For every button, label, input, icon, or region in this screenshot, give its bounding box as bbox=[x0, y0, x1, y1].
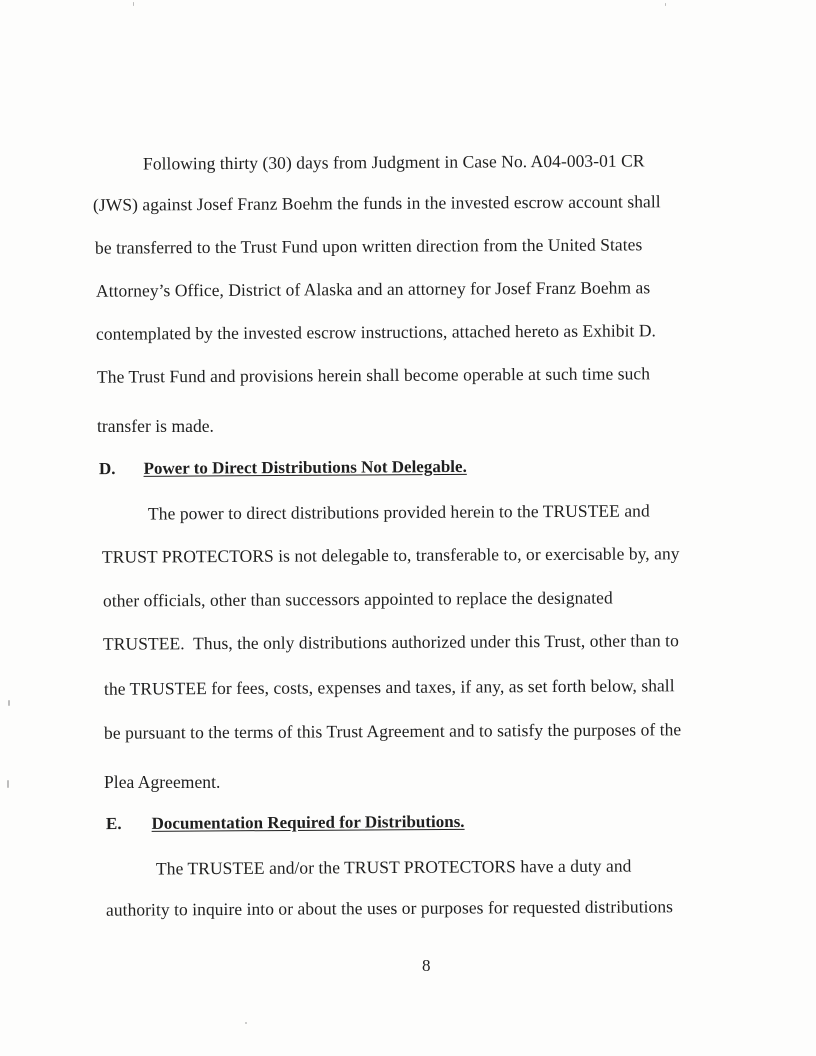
body-text-line: Following thirty (30) days from Judgment in Case No. A04-003-01 CR bbox=[142, 150, 645, 174]
body-text-line: TRUST PROTECTORS is not delegable to, transferable to, or exercisable by, any bbox=[101, 543, 680, 567]
body-text-line: TRUSTEE. Thus, the only distributions authorized under this Trust, other than to bbox=[102, 630, 679, 654]
scan-speck bbox=[245, 1022, 247, 1024]
body-text-line: contemplated by the invested escrow instructions, attached hereto as Exhibit D. bbox=[95, 320, 656, 344]
section-title: Documentation Required for Distributions. bbox=[151, 811, 465, 833]
body-text-line: be transferred to the Trust Fund upon written direction from the United States bbox=[94, 234, 643, 258]
section-letter: D. bbox=[98, 459, 116, 479]
section-heading-d bbox=[99, 457, 467, 479]
section-letter: E. bbox=[105, 814, 122, 834]
scan-speck bbox=[665, 3, 666, 6]
page-number: 8 bbox=[422, 956, 431, 975]
section-title: Power to Direct Distributions Not Delegable. bbox=[143, 456, 467, 478]
scan-speck bbox=[7, 780, 9, 788]
body-text-line: be pursuant to the terms of this Trust Agreement and to satisfy the purposes of the bbox=[103, 719, 682, 743]
body-text-line: other officials, other than successors appointed to replace the designated bbox=[102, 587, 613, 611]
body-text-line: Attorney’s Office, District of Alaska and an attorney for Josef Franz Boehm as bbox=[95, 277, 651, 301]
scan-speck bbox=[133, 2, 134, 6]
scan-speck bbox=[8, 700, 10, 706]
body-text-line: The power to direct distributions provided herein to the TRUSTEE and bbox=[147, 500, 650, 524]
body-text-line: The TRUSTEE and/or the TRUST PROTECTORS have a duty and bbox=[155, 855, 632, 879]
body-text-line: transfer is made. bbox=[97, 416, 214, 436]
body-text-line: The Trust Fund and provisions herein shall become operable at such time such bbox=[96, 363, 651, 387]
body-text-line: the TRUSTEE for fees, costs, expenses and taxes, if any, as set forth below, shall bbox=[103, 675, 675, 699]
body-text-line: Plea Agreement. bbox=[104, 772, 221, 792]
section-heading-e bbox=[106, 812, 465, 834]
body-text-line: (JWS) against Josef Franz Boehm the funds in the invested escrow account shall bbox=[92, 191, 661, 215]
body-text-line: authority to inquire into or about the uses or purposes for requested distributions bbox=[105, 896, 674, 920]
